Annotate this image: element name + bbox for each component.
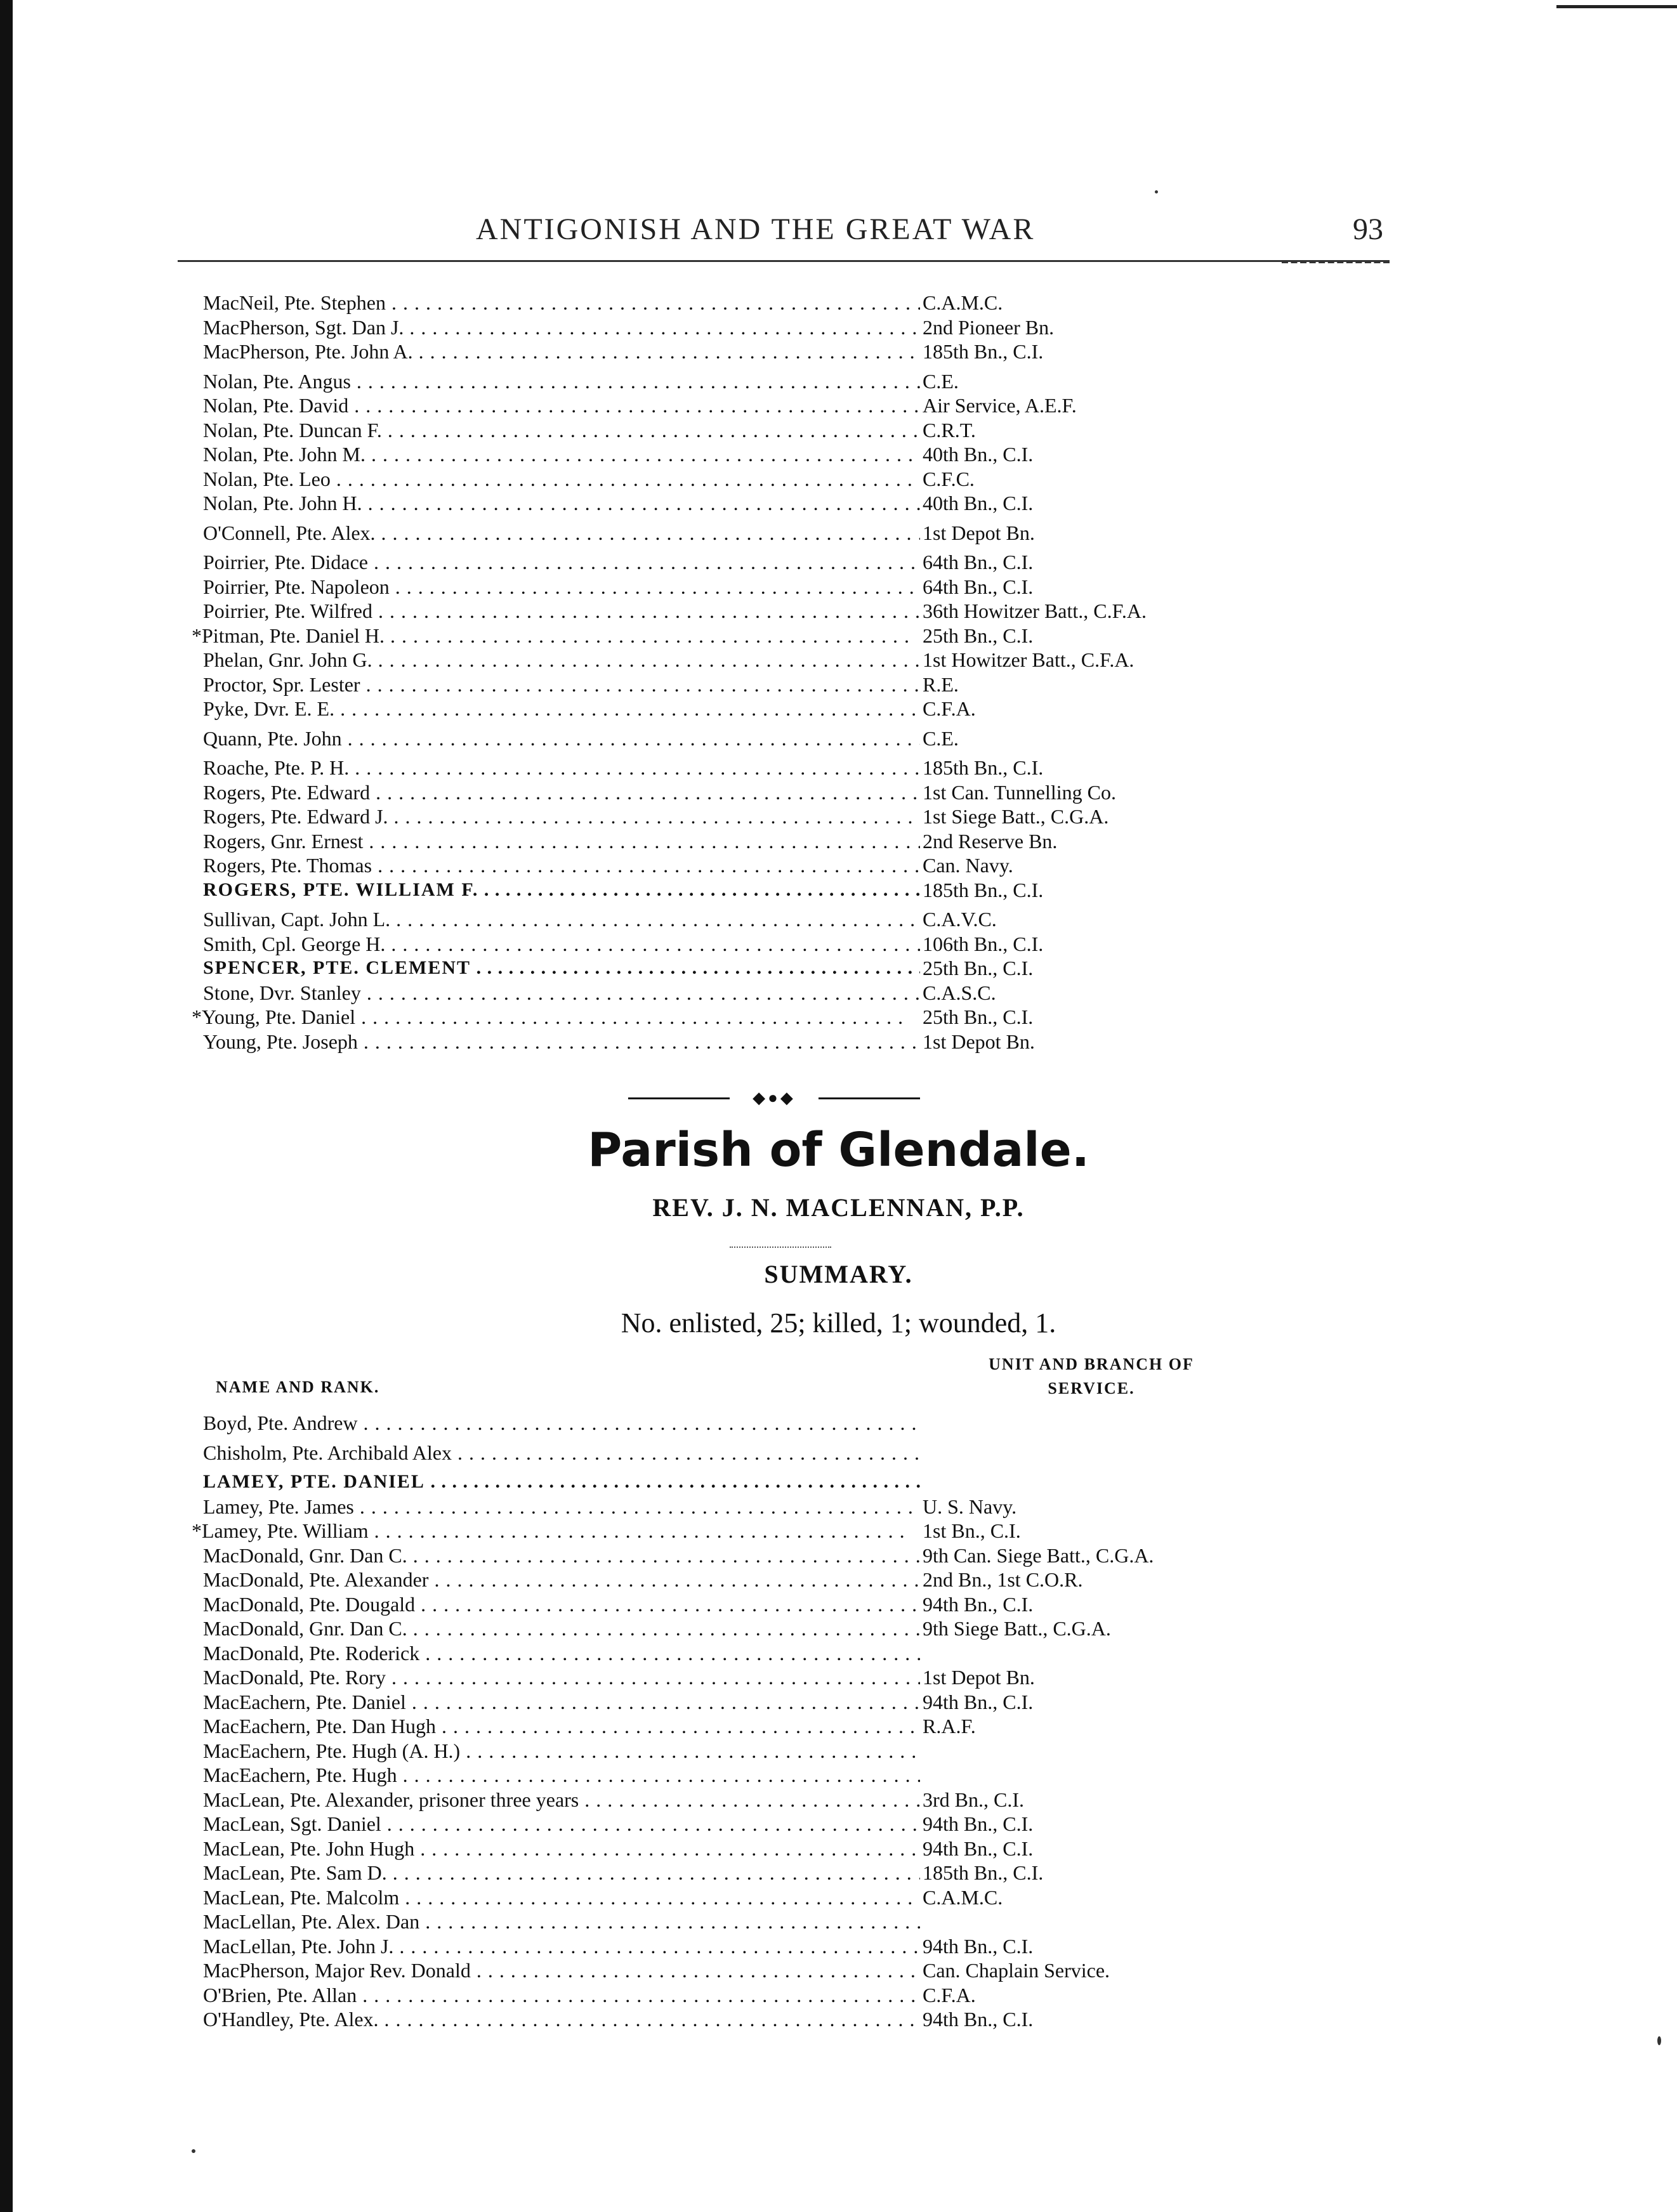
entry-name: MacLean, Pte. Malcolm . . . [203, 1885, 920, 1909]
entry-unit: C.A.M.C. [920, 291, 1003, 315]
roll-entry [203, 1739, 1294, 1764]
roll-entry [203, 369, 1294, 394]
roll-entry [203, 1763, 1294, 1788]
summary-text: No. enlisted, 25; killed, 1; wounded, 1. [621, 1307, 1056, 1338]
scan-speck [192, 2149, 195, 2153]
roll-entry [203, 804, 1294, 829]
entry-name: LAMEY, PTE. DANIEL . . . [203, 1470, 920, 1494]
entry-name: MacNeil, Pte. Stephen . . . [203, 291, 920, 315]
roll-entry [203, 393, 1294, 418]
entry-name: Rogers, Gnr. Ernest . . . [203, 829, 920, 853]
entry-unit: C.A.M.C. [920, 1885, 1003, 1909]
entry-name: MacLean, Pte. John Hugh . . . [203, 1836, 920, 1861]
running-head [178, 209, 1390, 254]
roll-entry [192, 1519, 1294, 1543]
entry-unit: 9th Can. Siege Batt., C.G.A. [920, 1543, 1154, 1567]
roll-list-glendale [192, 1411, 1294, 2032]
entry-name: Young, Pte. Joseph . . . [203, 1030, 920, 1054]
roll-entry [203, 853, 1294, 878]
roll-entry [203, 1714, 1294, 1739]
entry-name: MacDonald, Gnr. Dan C. . . . [203, 1616, 920, 1640]
entry-unit: C.A.S.C. [920, 981, 996, 1005]
entry-name: Nolan, Pte. Leo . . . [203, 467, 920, 491]
entry-name: Nolan, Pte. John H. . . . [203, 491, 920, 515]
entry-unit: 9th Siege Batt., C.G.A. [920, 1616, 1111, 1640]
roll-entry [203, 550, 1294, 575]
entry-unit: 1st Bn., C.I. [920, 1519, 1021, 1543]
roll-entry [203, 418, 1294, 443]
header-rule [178, 260, 1390, 262]
entry-name: *Lamey, Pte. William . . . [192, 1519, 909, 1543]
entry-name: MacPherson, Sgt. Dan J. . . . [203, 315, 920, 339]
parish-priest: REV. J. N. MACLENNAN, P.P. [652, 1193, 1025, 1222]
entry-unit: 1st Siege Batt., C.G.A. [920, 804, 1108, 828]
entry-unit: 1st Depot Bn. [920, 1030, 1035, 1054]
entry-unit: C.A.V.C. [920, 907, 997, 931]
entry-name: Pyke, Dvr. E. E. . . . [203, 697, 920, 721]
entry-name: Nolan, Pte. David . . . [203, 393, 920, 417]
entry-unit: C.E. [920, 369, 959, 393]
entry-unit: Air Service, A.E.F. [920, 393, 1077, 417]
entry-unit: C.F.A. [920, 697, 976, 721]
entry-name: Rogers, Pte. Thomas . . . [203, 853, 920, 877]
roll-entry [203, 829, 1294, 854]
entry-unit: 25th Bn., C.I. [920, 624, 1033, 648]
summary-heading: SUMMARY. [764, 1260, 913, 1288]
roll-entry [203, 1470, 1294, 1495]
entry-name: *Young, Pte. Daniel . . . [192, 1005, 909, 1029]
entry-name: Rogers, Pte. Edward J. . . . [203, 804, 920, 828]
entry-unit: 185th Bn., C.I. [920, 878, 1043, 902]
roll-entry [203, 1788, 1294, 1812]
entry-name: O'Brien, Pte. Allan . . . [203, 1983, 920, 2007]
entry-unit: 25th Bn., C.I. [920, 956, 1033, 980]
roll-list-continued [192, 291, 1294, 1054]
entry-unit: 94th Bn., C.I. [920, 1592, 1033, 1616]
entry-unit: 2nd Reserve Bn. [920, 829, 1057, 853]
entry-name: SPENCER, PTE. CLEMENT . . . [203, 956, 920, 980]
roll-entry [203, 1030, 1294, 1054]
entry-unit: 2nd Bn., 1st C.O.R. [920, 1567, 1082, 1592]
entry-name: MacDonald, Pte. Rory . . . [203, 1665, 920, 1689]
roll-entry [203, 1690, 1294, 1715]
roll-entry [203, 339, 1294, 364]
entry-unit: C.F.A. [920, 1983, 976, 2007]
scan-speck [1155, 190, 1158, 193]
entry-unit: 1st Depot Bn. [920, 521, 1035, 545]
entry-name: MacPherson, Major Rev. Donald . . . [203, 1958, 920, 1982]
column-header-unit-line2: SERVICE. [1048, 1379, 1135, 1397]
entry-name: Sullivan, Capt. John L. . . . [203, 907, 920, 931]
entry-unit: 36th Howitzer Batt., C.F.A. [920, 599, 1147, 623]
roll-entry [203, 1665, 1294, 1690]
entry-name: MacEachern, Pte. Dan Hugh . . . [203, 1714, 920, 1738]
entry-name: MacEachern, Pte. Hugh . . . [203, 1763, 920, 1787]
entry-name: MacLellan, Pte. Alex. Dan . . . [203, 1909, 920, 1934]
roll-entry [203, 442, 1294, 467]
entry-unit: 94th Bn., C.I. [920, 1812, 1033, 1836]
entry-name: Phelan, Gnr. John G. . . . [203, 648, 920, 672]
parish-title: Parish of Glendale. [588, 1123, 1089, 1177]
entry-unit: 94th Bn., C.I. [920, 1690, 1033, 1714]
entry-unit: 2nd Pioneer Bn. [920, 315, 1054, 339]
scan-corner-mark [1556, 5, 1677, 8]
roll-entry [203, 1958, 1294, 1983]
entry-name: Quann, Pte. John . . . [203, 726, 920, 750]
entry-name: MacDonald, Gnr. Dan C. . . . [203, 1543, 920, 1567]
entry-unit: U. S. Navy. [920, 1495, 1016, 1519]
entry-unit: Can. Chaplain Service. [920, 1958, 1110, 1982]
entry-name: MacPherson, Pte. John A. . . . [203, 339, 920, 363]
entry-name: MacLean, Sgt. Daniel . . . [203, 1812, 920, 1836]
roll-entry [203, 1441, 1294, 1465]
entry-name: Rogers, Pte. Edward . . . [203, 780, 920, 804]
entry-unit: 25th Bn., C.I. [920, 1005, 1033, 1029]
minor-rule [730, 1247, 831, 1248]
column-header-unit-line1: UNIT AND BRANCH OF [989, 1355, 1194, 1373]
entry-unit: 94th Bn., C.I. [920, 2007, 1033, 2031]
entry-name: MacLellan, Pte. John J. . . . [203, 1934, 920, 1958]
roll-entry [203, 780, 1294, 805]
entry-name: Lamey, Pte. James . . . [203, 1495, 920, 1519]
entry-name: Stone, Dvr. Stanley . . . [203, 981, 920, 1005]
entry-unit: 1st Howitzer Batt., C.F.A. [920, 648, 1134, 672]
roll-entry [203, 599, 1294, 624]
entry-unit: 40th Bn., C.I. [920, 491, 1033, 515]
entry-name: O'Connell, Pte. Alex. . . . [203, 521, 920, 545]
roll-entry [203, 1861, 1294, 1885]
entry-name: MacDonald, Pte. Alexander . . . [203, 1567, 920, 1592]
roll-entry [203, 1641, 1294, 1666]
roll-entry [203, 648, 1294, 672]
roll-entry [203, 2007, 1294, 2032]
roll-entry [203, 1543, 1294, 1568]
entry-unit: 185th Bn., C.I. [920, 1861, 1043, 1885]
roll-entry [203, 315, 1294, 340]
entry-name: O'Handley, Pte. Alex. . . . [203, 2007, 920, 2031]
entry-unit: 64th Bn., C.I. [920, 550, 1033, 574]
entry-unit: 3rd Bn., C.I. [920, 1788, 1024, 1812]
roll-entry [203, 1411, 1294, 1436]
entry-unit: 185th Bn., C.I. [920, 756, 1043, 780]
entry-unit: 64th Bn., C.I. [920, 575, 1033, 599]
roll-entry [203, 672, 1294, 697]
section-ornament [628, 1089, 920, 1107]
roll-entry [203, 575, 1294, 599]
entry-name: Poirrier, Pte. Wilfred . . . [203, 599, 920, 623]
roll-entry [203, 1616, 1294, 1641]
entry-name: Proctor, Spr. Lester . . . [203, 672, 920, 697]
entry-unit: R.E. [920, 672, 959, 697]
entry-unit: C.F.C. [920, 467, 975, 491]
entry-name: Poirrier, Pte. Napoleon . . . [203, 575, 920, 599]
roll-entry [203, 1909, 1294, 1934]
roll-entry [203, 697, 1294, 721]
entry-unit: 1st Depot Bn. [920, 1665, 1035, 1689]
roll-entry [203, 907, 1294, 932]
entry-unit: 106th Bn., C.I. [920, 932, 1043, 956]
ornament-glyph: ◆●◆ [730, 1089, 819, 1108]
entry-name: MacDonald, Pte. Roderick . . . [203, 1641, 920, 1665]
entry-name: Nolan, Pte. Duncan F. . . . [203, 418, 920, 442]
entry-unit: 1st Can. Tunnelling Co. [920, 780, 1116, 804]
roll-entry [203, 1495, 1294, 1519]
entry-name: MacEachern, Pte. Daniel . . . [203, 1690, 920, 1714]
entry-name: Roache, Pte. P. H. . . . [203, 756, 920, 780]
roll-entry [203, 932, 1294, 957]
roll-entry [203, 521, 1294, 546]
entry-unit: R.A.F. [920, 1714, 976, 1738]
roll-entry [203, 1592, 1294, 1617]
roll-entry [203, 1885, 1294, 1910]
scan-margin-bar [0, 0, 13, 2212]
roll-entry [203, 981, 1294, 1005]
column-header-unit [945, 1352, 1237, 1401]
roll-entry [203, 726, 1294, 751]
entry-unit: C.E. [920, 726, 959, 750]
entry-name: MacLean, Pte. Alexander, prisoner three years . . . [203, 1788, 920, 1812]
running-title: ANTIGONISH AND THE GREAT WAR [476, 213, 1036, 246]
entry-name: Chisholm, Pte. Archibald Alex . . . [203, 1441, 920, 1465]
entry-name: Smith, Cpl. George H. . . . [203, 932, 920, 956]
roll-entry [192, 1005, 1294, 1030]
entry-name: Nolan, Pte. Angus . . . [203, 369, 920, 393]
roll-entry [203, 1983, 1294, 2008]
roll-entry [203, 878, 1294, 903]
entry-name: MacLean, Pte. Sam D. . . . [203, 1861, 920, 1885]
entry-name: MacDonald, Pte. Dougald . . . [203, 1592, 920, 1616]
roll-entry [203, 1567, 1294, 1592]
entry-unit: 94th Bn., C.I. [920, 1836, 1033, 1861]
roll-entry [203, 1934, 1294, 1959]
entry-unit: 94th Bn., C.I. [920, 1934, 1033, 1958]
entry-unit: Can. Navy. [920, 853, 1013, 877]
entry-name: Poirrier, Pte. Didace . . . [203, 550, 920, 574]
roll-entry [203, 956, 1294, 981]
roll-entry [203, 291, 1294, 315]
page-number: 93 [1353, 213, 1383, 246]
roll-entry [203, 1836, 1294, 1861]
entry-name: Boyd, Pte. Andrew . . . [203, 1411, 920, 1435]
entry-unit: C.R.T. [920, 418, 976, 442]
roll-entry [192, 624, 1294, 648]
roll-entry [203, 467, 1294, 492]
entry-name: Nolan, Pte. John M. . . . [203, 442, 920, 466]
entry-unit: 185th Bn., C.I. [920, 339, 1043, 363]
header-rule-dashed [1282, 260, 1390, 263]
entry-unit: 40th Bn., C.I. [920, 442, 1033, 466]
roll-entry [203, 1812, 1294, 1836]
scan-speck [1657, 2036, 1661, 2045]
entry-name: *Pitman, Pte. Daniel H. . . . [192, 624, 909, 648]
roll-entry [203, 491, 1294, 516]
entry-name: MacEachern, Pte. Hugh (A. H.) . . . [203, 1739, 920, 1763]
column-header-name: NAME AND RANK. [216, 1378, 380, 1396]
entry-name: ROGERS, PTE. WILLIAM F. . . . [203, 878, 920, 902]
roll-entry [203, 756, 1294, 780]
